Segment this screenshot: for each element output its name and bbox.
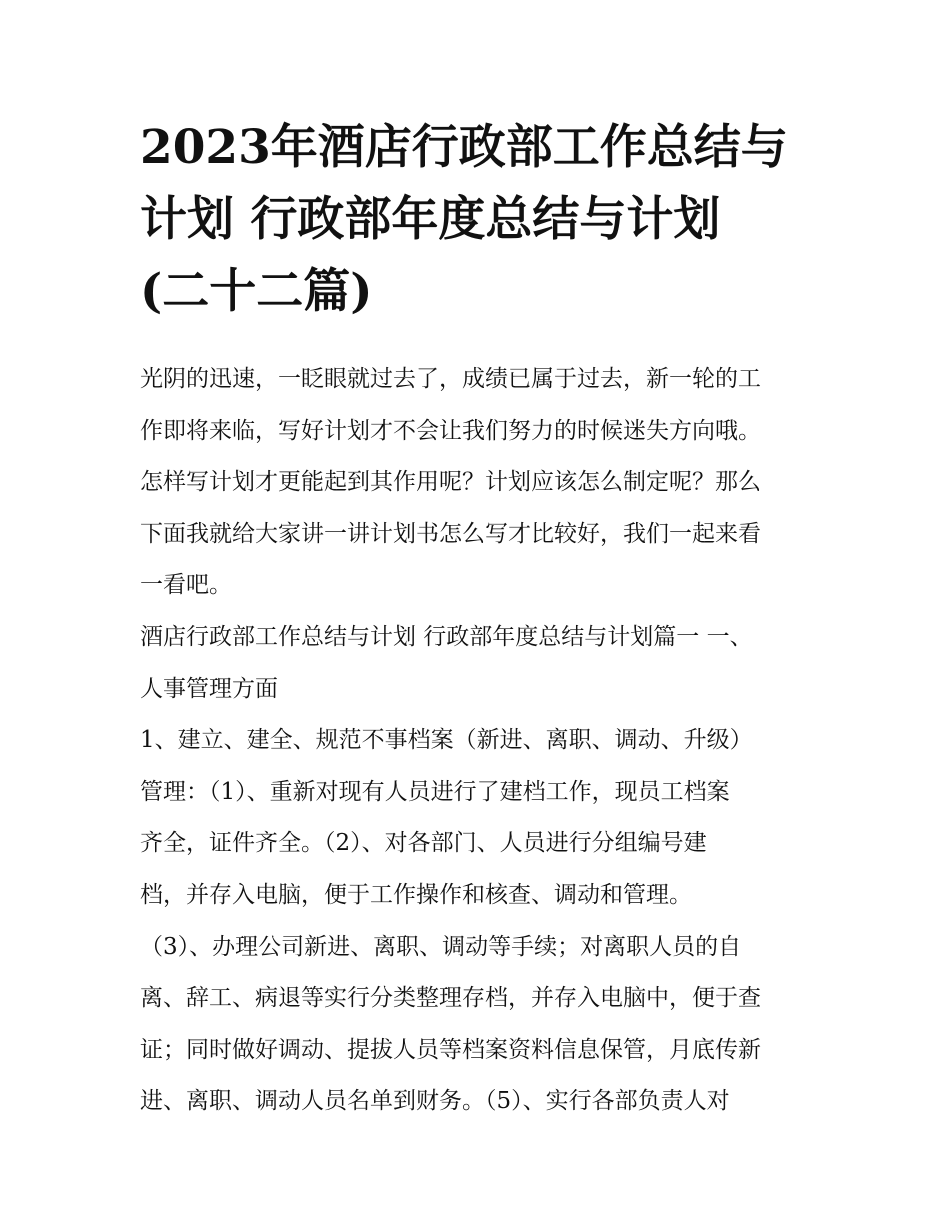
document-title <box>140 112 830 328</box>
document-body <box>140 354 820 1128</box>
section-heading-line: 酒店行政部工作总结与计划 行政部年度总结与计划篇一 一、 <box>140 623 753 650</box>
body-line: 1、建立、建全、规范不事档案（新进、离职、调动、升级） <box>140 727 753 754</box>
body-line: 进、离职、调动人员名单到财务。（5）、实行各部负责人对 <box>140 1088 730 1115</box>
title-line: 计划 行政部年度总结与计划 <box>140 192 721 247</box>
section-heading-line: 人事管理方面 <box>140 675 278 702</box>
body-line: 离、辞工、病退等实行分类整理存档，并存入电脑中，便于查 <box>140 985 761 1012</box>
body-line: 一看吧。 <box>140 572 232 599</box>
body-line: 齐全，证件齐全。（2）、对各部门、人员进行分组编号建 <box>140 830 707 857</box>
body-line: 下面我就给大家讲一讲计划书怎么写才比较好，我们一起来看 <box>140 520 761 547</box>
title-line: 2023年酒店行政部工作总结与 <box>140 120 788 175</box>
body-line: 光阴的迅速，一眨眼就过去了，成绩已属于过去，新一轮的工 <box>140 366 761 392</box>
body-line: 作即将来临，写好计划才不会让我们努力的时候迷失方向哦。 <box>140 417 761 444</box>
title-line: (二十二篇) <box>140 264 373 319</box>
body-line: 证；同时做好调动、提拔人员等档案资料信息保管，月底传新 <box>140 1036 761 1063</box>
body-line: （3）、办理公司新进、离职、调动等手续；对离职人员的自 <box>140 933 742 960</box>
body-line: 管理：（1）、重新对现有人员进行了建档工作，现员工档案 <box>140 778 730 805</box>
body-line: 档，并存入电脑，便于工作操作和核查、调动和管理。 <box>140 881 692 908</box>
body-line: 怎样写计划才更能起到其作用呢？计划应该怎么制定呢？那么 <box>140 469 761 496</box>
